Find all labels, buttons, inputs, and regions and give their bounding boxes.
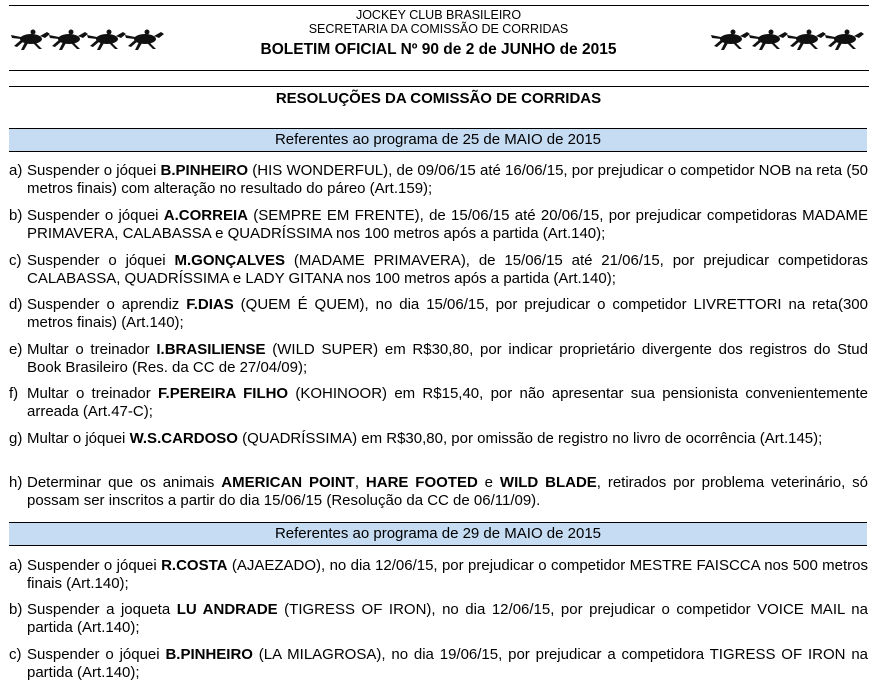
item-letter: d) [9,296,23,313]
org-name: JOCKEY CLUB BRASILEIRO [355,8,522,22]
bulletin-title: BOLETIM OFICIAL Nº 90 de 2 de JUNHO de 2015 [260,41,617,58]
jockey-name: A.CORREIA [163,207,248,224]
jockey-name: R.COSTA [161,557,228,574]
program-heading-2: Referentes ao programa de 29 de MAIO de 2015 [9,522,867,546]
header-bottom-rule [9,70,869,71]
item-letter: c) [9,646,22,663]
horse-name: AMERICAN POINT [221,474,355,491]
item-letter: b) [9,207,23,224]
resolution-item: c) Suspender o jóquei B.PINHEIRO (LA MILAGROSA), no dia 19/06/15, por prejudicar a competidora TIGRESS OF IRON na partida (Art.140); [9,646,868,681]
jockey-name: LU ANDRADE [176,601,278,618]
item-letter: a) [9,557,23,574]
section-top-rule [9,86,869,87]
document-header [0,8,877,61]
item-letter: b) [9,601,23,618]
top-rule [9,5,869,6]
jockey-name: B.PINHEIRO [165,646,253,663]
apprentice-name: F.DIAS [186,296,234,313]
resolution-item: e) Multar o treinador I.BRASILIENSE (WILD SUPER) em R$30,80, por indicar proprietário divergente dos registros do Stud Book Brasileiro (Res. da CC de 27/04/09); [9,341,868,376]
item-letter: a) [9,162,23,179]
resolution-item: d) Suspender o aprendiz F.DIAS (QUEM É QUEM), no dia 15/06/15, por prejudicar o competidor LIVRETTORI na reta(300 metros finais) (Art.140); [9,296,868,331]
jockey-name: M.GONÇALVES [174,252,286,269]
jockey-name: W.S.CARDOSO [129,430,238,447]
item-letter: h) [9,474,23,491]
item-letter: c) [9,252,22,269]
horse-name: HARE FOOTED [365,474,478,491]
item-letter: f) [9,385,19,402]
resolution-item: g) Multar o jóquei W.S.CARDOSO (QUADRÍSSIMA) em R$30,80, por omissão de registro no livro de ocorrência (Art.145); [9,430,823,447]
org-department: SECRETARIA DA COMISSÃO DE CORRIDAS [308,22,569,36]
horse-name: WILD BLADE [499,474,597,491]
program-heading-1: Referentes ao programa de 25 de MAIO de 2015 [9,128,867,152]
resolution-item: b) Suspender o jóquei A.CORREIA (SEMPRE EM FRENTE), de 15/06/15 até 20/06/15, por prejudicar competidoras MADAME PRIMAVERA, CALABASSA e QUADRÍSSIMA nos 100 metros após a partida (Art.140); [9,207,868,242]
resolution-item: a) Suspender o jóquei B.PINHEIRO (HIS WONDERFUL), de 09/06/15 até 16/06/15, por prejudicar o competidor NOB na reta (50 metros finais) com alteração no resultado do páreo (Art.159); [9,162,868,197]
resolution-item: h) Determinar que os animais AMERICAN POINT, HARE FOOTED e WILD BLADE, retirados por problema veterinário, só possam ser inscritos a partir do dia 15/06/15 (Resolução da CC de 06/11/09). [9,474,869,509]
section-title: RESOLUÇÕES DA COMISSÃO DE CORRIDAS [275,90,602,107]
resolution-item: c) Suspender o jóquei M.GONÇALVES (MADAME PRIMAVERA), de 15/06/15 até 21/06/15, por prejudicar competidoras CALABASSA, QUADRÍSSIMA e LADY GITANA nos 100 metros após a partida (Art.140); [9,252,868,287]
resolution-item: f) Multar o treinador F.PEREIRA FILHO (KOHINOOR) em R$15,40, por não apresentar sua pensionista convenientemente arreada (Art.47-C); [9,385,869,420]
item-letter: e) [9,341,23,358]
trainer-name: F.PEREIRA FILHO [158,385,289,402]
trainer-name: I.BRASILIENSE [156,341,266,358]
item-letter: g) [9,430,23,447]
resolution-item: a) Suspender o jóquei R.COSTA (AJAEZADO), no dia 12/06/15, por prejudicar o competidor MESTRE FAISCCA nos 500 metros finais (Art.140); [9,557,869,592]
resolution-item: b) Suspender a joqueta LU ANDRADE (TIGRESS OF IRON), no dia 12/06/15, por prejudicar o competidor VOICE MAIL na partida (Art.140); [9,601,868,636]
jockey-name: B.PINHEIRO [160,162,249,179]
